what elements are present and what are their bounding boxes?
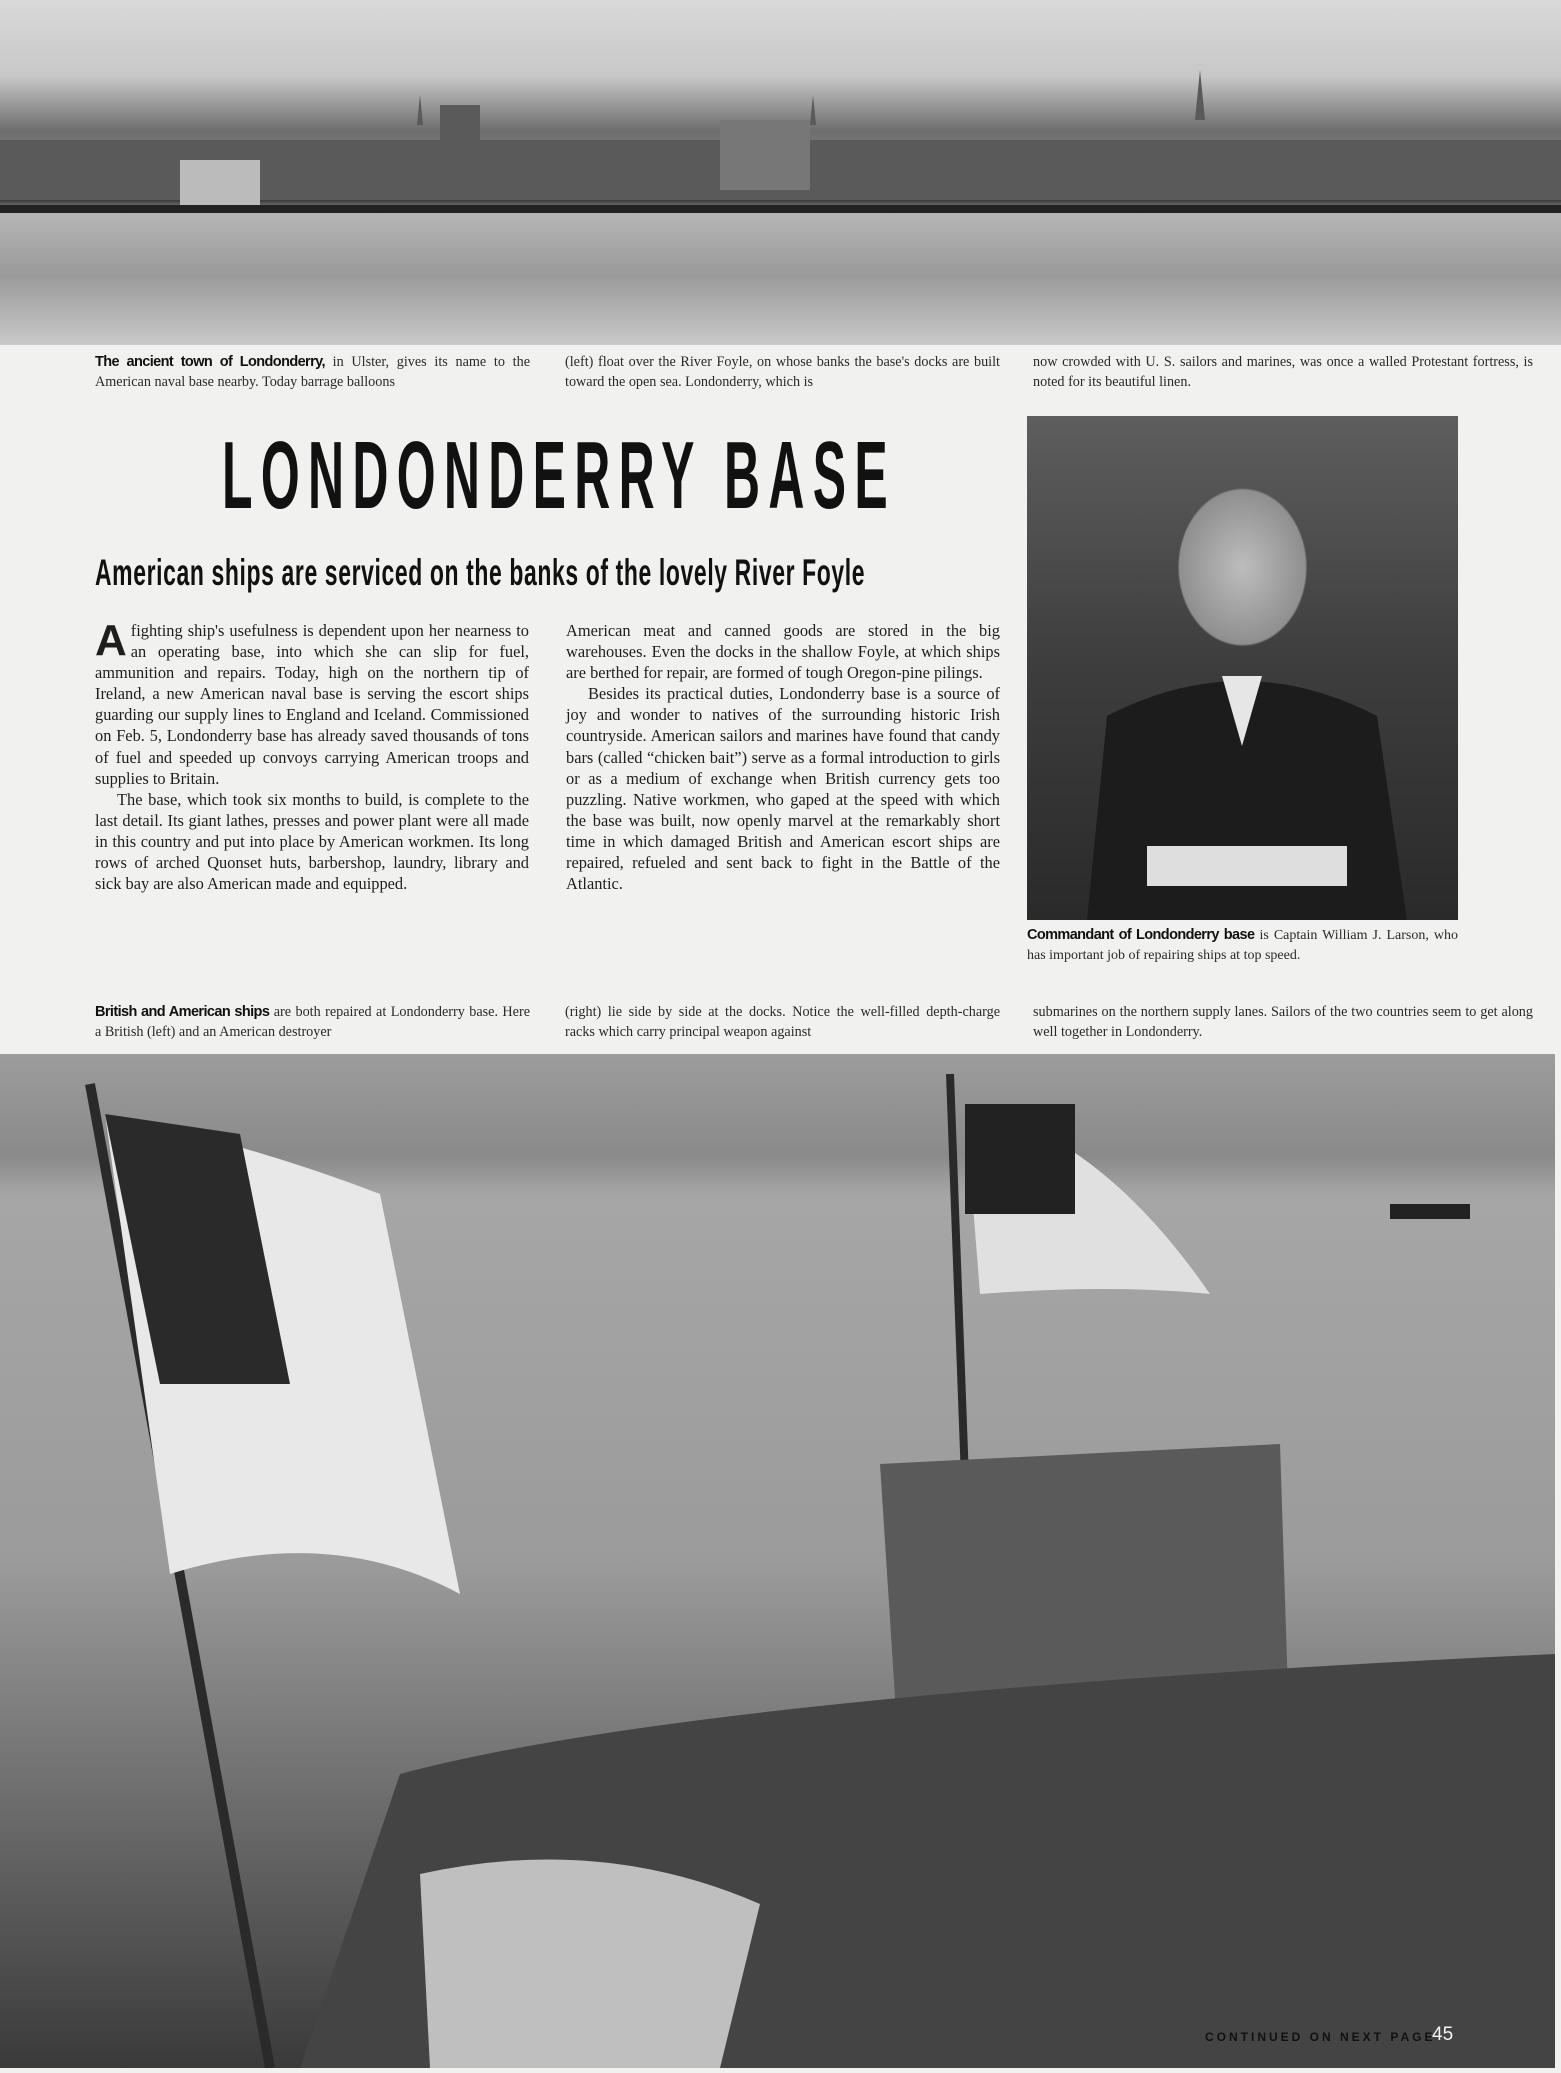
- page-subtitle: American ships are serviced on the banks of the lovely River Foyle: [95, 552, 866, 593]
- paragraph: [95, 616, 529, 789]
- paragraph: American meat and canned goods are stored in the big warehouses. Even the docks in the shallow Foyle, at which ships are berthed for repair, are formed of tough Oregon-pine pilings.: [566, 621, 1000, 683]
- drop-cap: A: [95, 616, 127, 665]
- portrait-illustration: [1027, 416, 1458, 920]
- caption-text: are both repaired at Londonderry base. Here a British (left) and an American destroyer: [95, 1004, 530, 1040]
- portrait-caption: [1027, 925, 1458, 966]
- paragraph: Besides its practical duties, Londonderry base is a source of joy and wonder to natives of the surrounding historic Irish countryside. American sailors and marines have found that candy bars (called “chicken bait”) serve as a formal introduction to girls or as a medium of exchange when British currency gets too puzzling. Native workmen, who gaped at the speed with which the base was built, now openly marvel at the remarkably short time in which damaged British and American escort ships are repaired, refueled and sent back to fight in the Battle of the Atlantic.: [566, 684, 1000, 894]
- page-title: LONDONDERRY BASE: [222, 422, 896, 529]
- caption-text: is Captain William J. Larson, who has important job of repairing ships at top speed.: [1027, 928, 1458, 963]
- top-caption-col3: now crowded with U. S. sailors and marines, was once a walled Protestant fortress, is noted for its beautiful linen.: [1033, 354, 1533, 390]
- body-column-2: [566, 620, 1000, 894]
- bottom-caption-col2: (right) lie side by side at the docks. Notice the well-filled depth-charge racks which carry principal weapon against: [565, 1004, 1000, 1040]
- caption-lead: The ancient town of Londonderry,: [95, 354, 325, 370]
- paragraph: The base, which took six months to build, is complete to the last detail. Its giant lathes, presses and power plant were all made in this country and put into place by American workmen. Its long rows of arched Quonset huts, barbershop, laundry, library and sick bay are also American made and equipped.: [95, 789, 529, 894]
- town-skyline-illustration: [0, 0, 1561, 345]
- continued-on-next-page: CONTINUED ON NEXT PAGE: [1205, 2030, 1436, 2044]
- paragraph-text: fighting ship's usefulness is dependent upon her nearness to an operating base, into which she can slip for fuel, ammunition and repairs. Today, high on the northern tip of Ireland, a new American naval base is serving the escort ships guarding our supply lines to England and Iceland. Commissioned on Feb. 5, Londonderry base has already saved thousands of tons of fuel and speeded up convoys carrying American troops and supplies to Britain.: [95, 621, 529, 788]
- top-caption-col1: [95, 352, 530, 392]
- commandant-portrait-photo: [1027, 416, 1458, 920]
- ships-flags-illustration: [0, 1054, 1555, 2068]
- bottom-caption-col1: [95, 1002, 530, 1042]
- caption-text: in Ulster, gives its name to the American naval base nearby. Today barrage balloons: [95, 354, 530, 390]
- body-column-1: [95, 616, 529, 894]
- londonderry-town-photo: [0, 0, 1561, 345]
- caption-lead: British and American ships: [95, 1004, 270, 1020]
- caption-lead: Commandant of Londonderry base: [1027, 927, 1255, 943]
- page-number: 45: [1432, 2024, 1454, 2045]
- destroyers-photo: [0, 1054, 1555, 2068]
- top-caption-col2: (left) float over the River Foyle, on whose banks the base's docks are built toward the open sea. Londonderry, which is: [565, 354, 1000, 390]
- bottom-caption-col3: submarines on the northern supply lanes. Sailors of the two countries seem to get along well together in Londonderry.: [1033, 1004, 1533, 1040]
